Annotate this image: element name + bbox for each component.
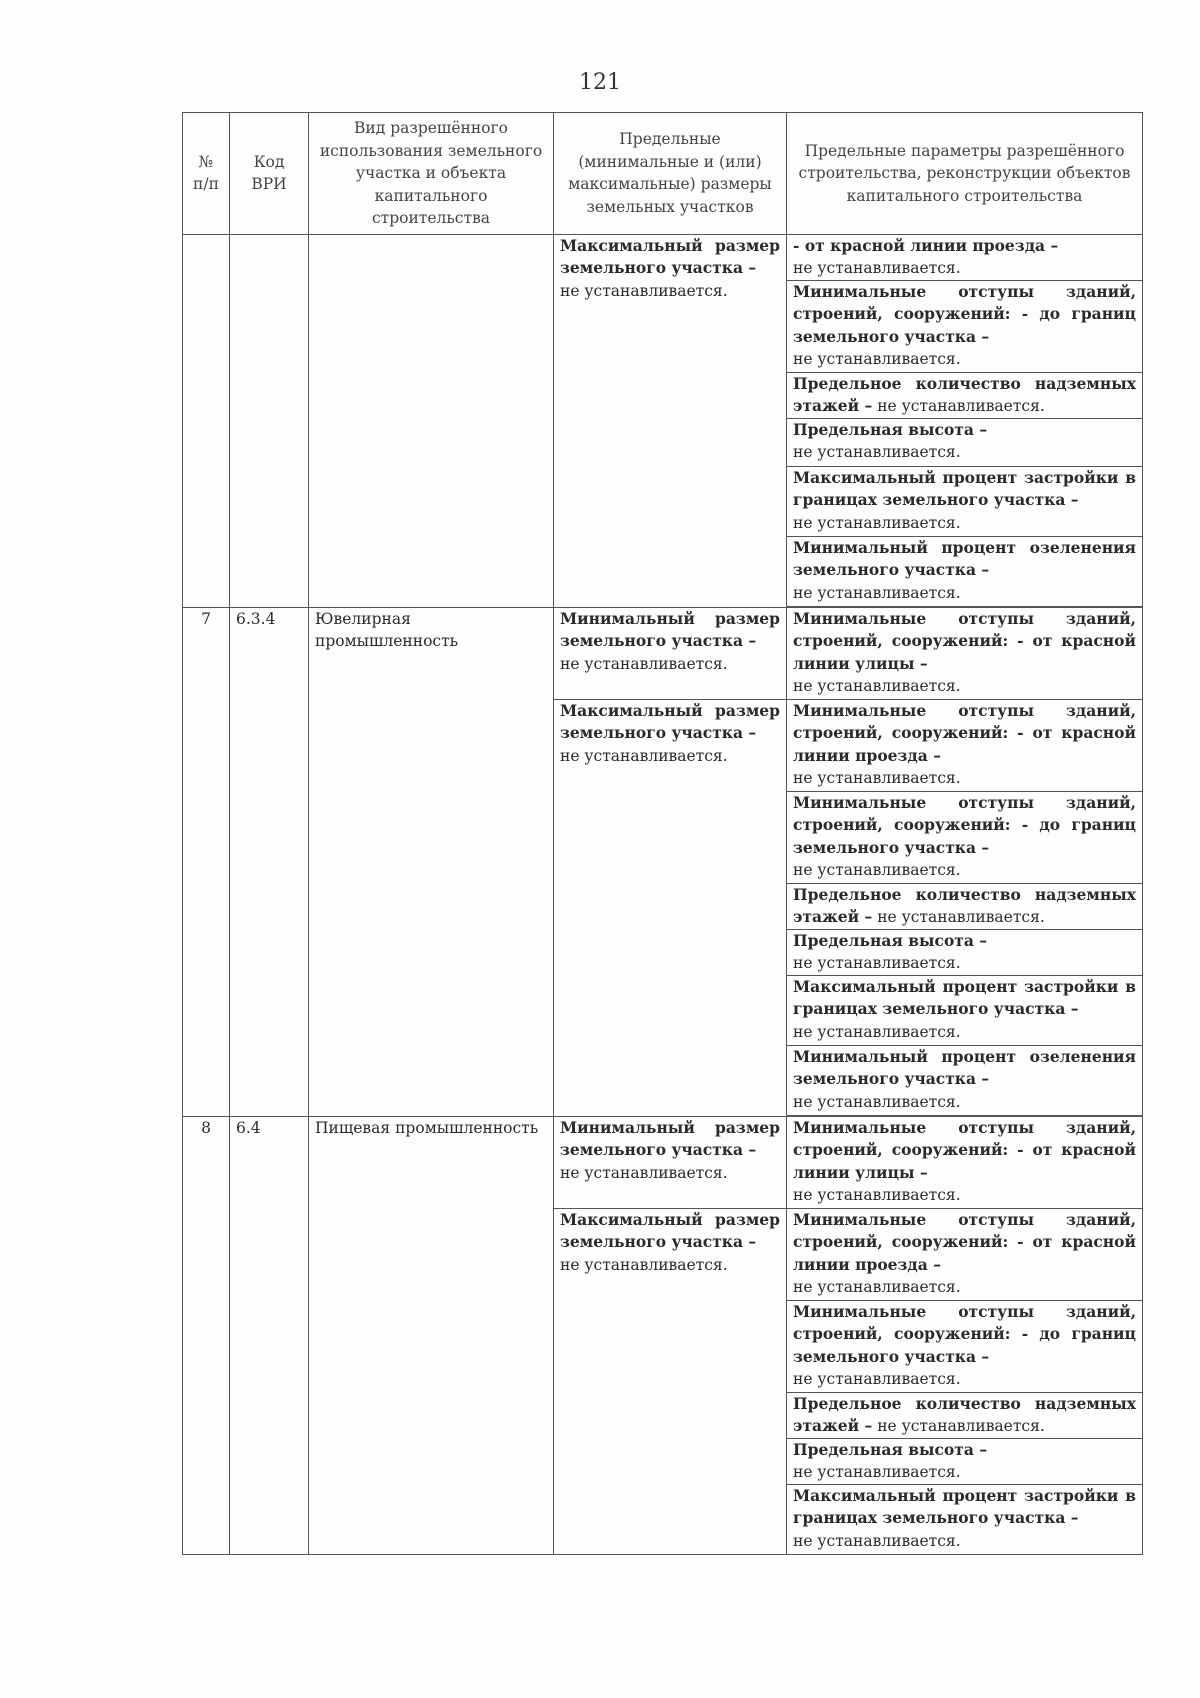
param-cell [787,1392,1143,1438]
param-value: не устанавливается. [793,1092,961,1111]
param-value: не устанавливается. [793,350,961,368]
param-cell [787,372,1143,418]
param-label: - от красной линии проезда – [793,235,1059,255]
param-value: не устанавливается. [793,443,961,461]
param-cell [787,418,1143,466]
param-cell [787,1208,1143,1300]
param-value: не устанавливается. [793,1022,961,1041]
min-plot-label: Минимальный размер земельного участка – [560,608,780,650]
param-cell [787,1438,1143,1484]
param-label: Минимальный процент озеленения земельного участка – [793,1046,1136,1088]
table-row [183,234,1143,280]
max-plot-label: Максимальный размер земельного участка – [560,700,780,742]
param-value: не устанавливается. [793,1278,961,1296]
param-label: Минимальные отступы зданий, строений, сооружений: - от красной линии проезда – [793,1209,1136,1274]
param-cell [787,1484,1143,1554]
param-value: не устанавливается. [793,769,961,787]
spacer-cell [787,1554,1143,1555]
param-label: Минимальные отступы зданий, строений, сооружений: - от красной линии проезда – [793,700,1136,765]
max-plot-value: не устанавливается. [560,281,728,300]
max-plot-label: Максимальный размер земельного участка – [560,1209,780,1251]
param-label: Максимальный процент застройки в границах земельного участка – [793,467,1136,509]
param-value: не устанавливается. [793,677,961,695]
param-value: не устанавливается. [793,513,961,532]
param-label: Минимальный процент озеленения земельного участка – [793,537,1136,579]
num-cell: 8 [183,1116,230,1555]
header-type: Вид разрешённого использования земельного участка и объекта капитального строительства [309,113,554,235]
max-plot-value: не устанавливается. [560,746,728,765]
header-row [183,113,1143,235]
param-value: не устанавливается. [793,583,961,602]
max-plot-cell [554,1208,787,1555]
min-plot-value: не устанавливается. [560,1163,728,1182]
param-cell [787,1116,1143,1208]
param-label: Минимальные отступы зданий, строений, сооружений: - до границ земельного участка – [793,792,1136,857]
param-cell [787,466,1143,536]
num-cell [183,234,230,607]
param-label: Максимальный процент застройки в границах земельного участка – [793,1485,1136,1527]
param-label: Предельное количество надземных этажей – [793,884,1136,926]
param-value: не устанавливается. [793,1531,961,1550]
param-label: Предельное количество надземных этажей – [793,1393,1136,1435]
header-build-params: Предельные параметры разрешённого строительства, реконструкции объектов капитального строительства [787,113,1143,235]
code-cell: 6.3.4 [230,607,309,1116]
type-cell: Ювелирная промышленность [309,607,554,1116]
type-cell [309,234,554,607]
header-num: № п/п [183,113,230,235]
type-cell: Пищевая промышленность [309,1116,554,1555]
param-cell [787,1045,1143,1115]
min-plot-value: не устанавливается. [560,654,728,673]
param-value: не устанавливается. [877,908,1045,926]
param-value: не устанавливается. [877,397,1045,415]
param-cell [787,280,1143,372]
param-cell [787,234,1143,280]
header-plot-limits: Предельные (минимальные и (или) максимальные) размеры земельных участков [554,113,787,235]
land-use-table [182,112,1143,1555]
table-row [183,1116,1143,1208]
max-plot-value: не устанавливается. [560,1255,728,1274]
param-label: Предельная высота – [793,419,988,439]
param-cell [787,929,1143,975]
param-cell [787,975,1143,1045]
param-label: Минимальные отступы зданий, строений, сооружений: - от красной линии улицы – [793,1117,1136,1182]
param-value: не устанавливается. [793,1186,961,1204]
param-cell [787,791,1143,883]
min-plot-label: Минимальный размер земельного участка – [560,1117,780,1159]
header-code: Код ВРИ [230,113,309,235]
max-plot-cell [554,699,787,1116]
param-cell [787,1300,1143,1392]
param-value: не устанавливается. [877,1417,1045,1435]
code-cell [230,234,309,607]
param-value: не устанавливается. [793,1370,961,1388]
max-plot-cell [554,234,787,607]
page-number: 121 [579,70,621,95]
param-value: не устанавливается. [793,1463,961,1481]
param-label: Максимальный процент застройки в границах земельного участка – [793,976,1136,1018]
param-label: Предельное количество надземных этажей – [793,373,1136,415]
param-value: не устанавливается. [793,861,961,879]
min-plot-cell [554,607,787,699]
param-cell [787,883,1143,929]
param-cell [787,699,1143,791]
table-row [183,607,1143,699]
max-plot-label: Максимальный размер земельного участка – [560,235,780,277]
param-value: не устанавливается. [793,954,961,972]
min-plot-cell [554,1116,787,1208]
param-label: Минимальные отступы зданий, строений, сооружений: - до границ земельного участка – [793,1301,1136,1366]
param-cell [787,607,1143,699]
param-label: Предельная высота – [793,930,988,950]
code-cell: 6.4 [230,1116,309,1555]
num-cell: 7 [183,607,230,1116]
param-label: Минимальные отступы зданий, строений, сооружений: - от красной линии улицы – [793,608,1136,673]
param-label: Минимальные отступы зданий, строений, сооружений: - до границ земельного участка – [793,281,1136,346]
param-label: Предельная высота – [793,1439,988,1459]
param-cell [787,536,1143,606]
param-value: не устанавливается. [793,259,961,277]
